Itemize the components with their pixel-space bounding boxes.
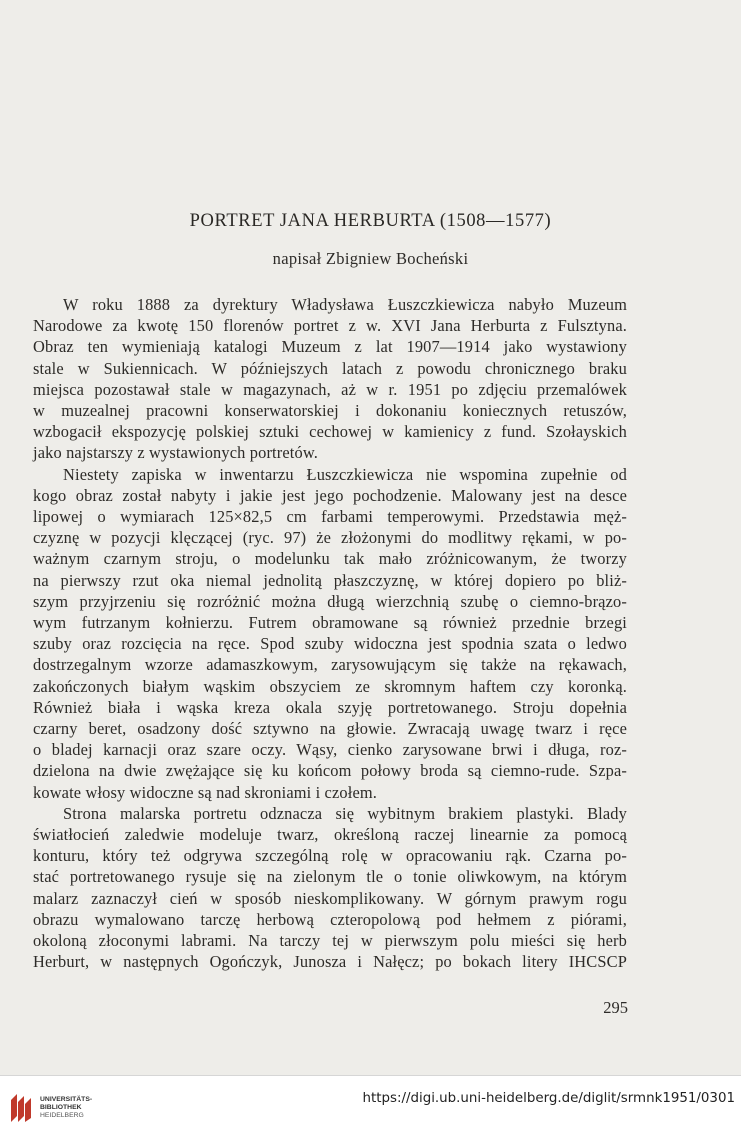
- text-line: czarny beret, osadzony dość sztywno na głowie. Zwracają uwagę twarz i ręce: [33, 719, 627, 739]
- text-line: w muzealnej pracowni konserwatorskiej i dokonaniu koniecznych retuszów,: [33, 401, 627, 421]
- article-title: PORTRET JANA HERBURTA (1508—1577): [189, 211, 552, 231]
- text-line: Obraz ten wymieniają katalogi Muzeum z lat 1907—1914 jako wystawiony: [33, 337, 627, 357]
- article-author: napisał Zbigniew Bocheński: [272, 249, 469, 268]
- text-line: dostrzegalnym wzorze adamaszkowym, zarysowującym się także na rękawach,: [33, 655, 627, 675]
- text-line: o bladej karnacji oraz szare oczy. Wąsy, cienko zarysowane brwi i długa, roz-: [33, 740, 627, 760]
- text-line: W roku 1888 za dyrektury Władysława Łuszczkiewicza nabyło Muzeum: [63, 295, 627, 314]
- text-line: miejsca pozostawał stale w magazynach, aż w r. 1951 po zdjęciu przemalówek: [33, 379, 627, 399]
- text-line: światłocień zaledwie modeluje twarz, określoną raczej linearnie za pomocą: [33, 825, 627, 845]
- paragraph-2: [33, 464, 627, 803]
- text-line: malarz zaznaczył cień w sposób nieskomplikowany. W górnym prawym rogu: [33, 888, 627, 908]
- text-line: Narodowe za kwotę 150 florenów portret z w. XVI Jana Herburta z Fulsztyna.: [33, 316, 627, 336]
- text-line: szym przyjrzeniu się rozróżnić można długą wierzchnią szubę o ciemno-brązo-: [33, 591, 627, 611]
- page-number: 295: [603, 998, 628, 1017]
- text-line: lipowej o wymiarach 125×82,5 cm farbami temperowymi. Przedstawia męż-: [33, 507, 627, 527]
- text-line: kowate włosy widoczne są nad skroniami i czołem.: [33, 782, 378, 802]
- text-line: wym futrzanym kołnierzu. Futrem obramowane są również przednie brzegi: [33, 613, 627, 633]
- text-line: czyznę w pozycji klęczącej (ryc. 97) że złożonymi do modlitwy rękami, w po-: [33, 528, 627, 548]
- text-line: zakończonych białym wąskim obszyciem ze skromnym haftem czy koronką.: [33, 676, 627, 696]
- library-name-line: HEIDELBERG: [40, 1112, 84, 1119]
- viewer-footer: [0, 1075, 741, 1139]
- heidelberg-library-logo-icon[interactable]: [8, 1092, 36, 1124]
- text-line: dzielona na dwie zwężające się ku końcom połowy broda są ciemno-rude. Szpa-: [33, 761, 627, 781]
- permalink-url[interactable]: https://digi.ub.uni-heidelberg.de/diglit/srmnk1951/0301: [362, 1091, 735, 1106]
- text-line: stale w Sukiennicach. W późniejszych latach z powodu chronicznego braku: [33, 358, 627, 378]
- paragraph-1: [33, 294, 627, 464]
- text-line: konturu, który też odgrywa szczególną rolę w opracowaniu rąk. Czarna po-: [33, 846, 627, 866]
- text-line: szuby oraz rozcięcia na ręce. Spod szuby widoczna jest spodnia szata o ledwo: [33, 634, 627, 654]
- library-name-line: BIBLIOTHEK: [40, 1104, 82, 1111]
- text-line: ważnym czarnym stroju, o modelunku tak mało zróżnicowanym, że tworzy: [33, 549, 627, 569]
- text-line: obrazu wymalowano tarczę herbową czteropolową pod hełmem z piórami,: [33, 909, 627, 929]
- article-body: [33, 294, 627, 973]
- text-line: Niestety zapiska w inwentarzu Łuszczkiewicza nie wspomina zupełnie od: [63, 464, 627, 484]
- library-name-line: UNIVERSITÄTS-: [40, 1096, 93, 1103]
- text-line: kogo obraz został nabyty i jakie jest jego pochodzenie. Malowany jest na desce: [33, 485, 627, 505]
- text-line: stać portretowanego rysuje się na zielonym tle o tonie oliwkowym, na którym: [33, 867, 627, 887]
- text-line: Strona malarska portretu odznacza się wybitnym brakiem plastyki. Blady: [63, 803, 627, 823]
- text-line: na pierwszy rzut oka niemal jednolitą płaszczyznę, w której dopiero po bliż-: [33, 570, 627, 590]
- text-line: Herburt, w następnych Ogończyk, Junosza i Nałęcz; po bokach litery IHCSCP: [33, 952, 627, 972]
- text-line: jako najstarszy z wystawionych portretów.: [33, 443, 319, 463]
- text-line: okoloną złoconymi labrami. Na tarczy tej w pierwszym polu mieści się herb: [33, 931, 627, 951]
- text-line: Również biała i wąska kreza okala szyję portretowanego. Stroju dopełnia: [33, 697, 627, 717]
- library-name[interactable]: [40, 1096, 92, 1120]
- text-line: wzbogacił ekspozycję polskiej sztuki cechowej w kamienicy z fund. Szołayskich: [33, 422, 627, 442]
- paragraph-3: [33, 803, 627, 973]
